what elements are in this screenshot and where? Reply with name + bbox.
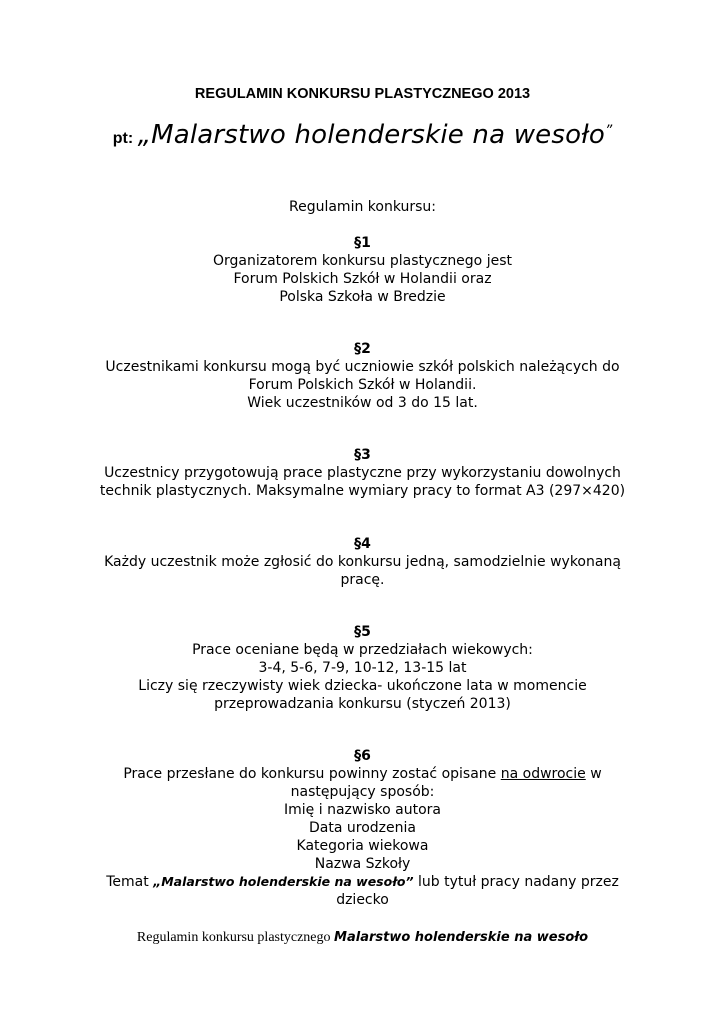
label-item: Nazwa Szkoły xyxy=(314,856,411,872)
section-3-line: technik plastycznych. Maksymalne wymiary pracy to format A3 (297×420) xyxy=(99,483,626,499)
section-2-line: Forum Polskich Szkół w Holandii. xyxy=(248,377,477,393)
section-1 xyxy=(40,234,685,306)
section-3 xyxy=(40,446,685,500)
label-item: Imię i nazwisko autora xyxy=(284,802,441,818)
page-footer xyxy=(40,930,685,946)
section-1-line: Polska Szkoła w Bredzie xyxy=(279,289,446,305)
section-6 xyxy=(40,747,685,909)
section-6-line xyxy=(40,765,685,783)
label-item: Kategoria wiekowa xyxy=(296,838,429,854)
section-5-line: 3-4, 5-6, 7-9, 10-12, 13-15 lat xyxy=(258,660,467,676)
section-6-text: Prace przesłane do konkursu powinny zostać opisane xyxy=(123,766,501,782)
section-1-line: Organizatorem konkursu plastycznego jest xyxy=(212,253,512,269)
section-6-line: następujący sposób: xyxy=(290,784,435,800)
section-5-line: przeprowadzania konkursu (styczeń 2013) xyxy=(214,696,511,712)
section-6-text: lub tytuł pracy nadany przez xyxy=(413,874,619,890)
section-5-line: Prace oceniane będą w przedziałach wiekowych: xyxy=(192,642,533,658)
intro-text: Regulamin konkursu: xyxy=(288,199,437,215)
footer-text: Regulamin konkursu plastycznego xyxy=(136,930,335,945)
theme-title: „Malarstwo holenderskie na wesoło” xyxy=(153,874,414,889)
section-4-line: Każdy uczestnik może zgłosić do konkursu jedną, samodzielnie wykonaną xyxy=(104,554,621,570)
section-1-line: Forum Polskich Szkół w Holandii oraz xyxy=(233,271,492,287)
document-title: REGULAMIN KONKURSU PLASTYCZNEGO 2013 xyxy=(194,86,531,102)
section-4 xyxy=(40,535,685,589)
section-5-heading: §5 xyxy=(354,624,371,640)
contest-theme: Malarstwo holenderskie na wesoło xyxy=(151,120,605,150)
section-5-line: Liczy się rzeczywisty wiek dziecka- ukończone lata w momencie xyxy=(138,678,587,694)
section-4-heading: §4 xyxy=(354,536,371,552)
section-2-line: Uczestnikami konkursu mogą być uczniowie szkół polskich należących do xyxy=(105,359,620,375)
section-1-heading: §1 xyxy=(354,235,371,251)
section-6-heading: §6 xyxy=(354,748,371,764)
close-quote: ” xyxy=(605,123,613,139)
section-4-line: pracę. xyxy=(340,572,385,588)
section-6-text: w xyxy=(585,766,602,782)
section-2-heading: §2 xyxy=(354,341,371,357)
section-2 xyxy=(40,340,685,412)
section-6-text: Temat xyxy=(106,874,154,890)
underlined-text: na odwrocie xyxy=(500,766,586,782)
section-6-line xyxy=(40,873,685,891)
section-2-line: Wiek uczestników od 3 do 15 lat. xyxy=(247,395,478,411)
section-6-line: dziecko xyxy=(336,892,389,908)
footer-theme: Malarstwo holenderskie na wesoło xyxy=(334,930,589,945)
pt-label: pt: xyxy=(112,130,138,147)
section-5 xyxy=(40,623,685,713)
open-quote: „ xyxy=(137,120,152,150)
label-item: Data urodzenia xyxy=(309,820,416,836)
section-3-line: Uczestnicy przygotowują prace plastyczne przy wykorzystaniu dowolnych xyxy=(104,465,621,481)
contest-subtitle xyxy=(40,120,685,150)
section-3-heading: §3 xyxy=(354,447,371,463)
